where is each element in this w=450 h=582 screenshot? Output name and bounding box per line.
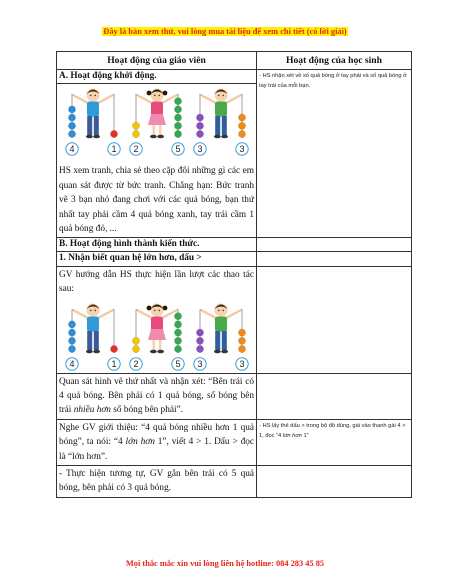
ball	[68, 131, 75, 138]
ball	[68, 106, 75, 113]
section-a-heading: A. Hoạt động khởi động.	[57, 69, 257, 84]
child-figure	[130, 303, 184, 370]
bottom-banner-text: Mọi thắc mắc xin vui lòng liên hệ hotline: 084 283 45 85	[125, 559, 325, 568]
teacher-cell-a	[57, 84, 257, 237]
ball	[174, 312, 181, 319]
ball	[196, 329, 203, 336]
ball	[238, 114, 245, 121]
number-label: 3	[197, 358, 203, 369]
ball	[196, 123, 203, 130]
bottom-banner	[0, 559, 450, 568]
children-with-balls-illustration-1	[59, 86, 254, 158]
intro-row	[57, 419, 412, 465]
ball	[132, 337, 139, 344]
observe-paragraph: Quan sát hình vẽ thứ nhất và nhận xét: “Bên trái có 4 quả bóng. Bên phải có 1 quả bóng, số bóng bên trái nhiều hơn số bóng bên phải”.	[57, 373, 257, 419]
ball	[238, 123, 245, 130]
similar-row	[57, 465, 412, 497]
ball	[174, 114, 181, 121]
ball	[68, 345, 75, 352]
child-figure	[66, 89, 120, 156]
number-label: 4	[69, 144, 75, 155]
child-figure	[194, 303, 248, 370]
ball	[174, 98, 181, 105]
ball	[174, 131, 181, 138]
ball	[196, 337, 203, 344]
number-label: 3	[239, 358, 245, 369]
lesson-table	[56, 51, 412, 498]
student-note-a: - HS nhận xét về số quả bóng ở tay phải và số quả bóng ở tay trái của mỗi bạn.	[257, 69, 412, 237]
section-b-row	[57, 237, 412, 252]
teacher-cell-b	[57, 266, 257, 373]
header-student: Hoạt động của học sinh	[257, 52, 412, 70]
header-teacher: Hoạt động của giáo viên	[57, 52, 257, 70]
table-header-row	[57, 52, 412, 70]
top-banner-text: Đây là bản xem thử, vui lòng mua tài liệu để xem chi tiết (có lời giải)	[103, 27, 347, 36]
children-with-balls-illustration-2	[59, 301, 254, 373]
child-figure	[194, 89, 248, 156]
top-banner	[0, 27, 450, 36]
ball	[174, 106, 181, 113]
ball	[174, 329, 181, 336]
ball	[68, 114, 75, 121]
ball	[174, 337, 181, 344]
ball	[110, 345, 117, 352]
ball	[68, 123, 75, 130]
section-b1-heading: 1. Nhận biết quan hệ lớn hơn, dấu >	[57, 252, 257, 267]
number-label: 2	[133, 358, 139, 369]
number-label: 1	[111, 144, 117, 155]
ball	[238, 345, 245, 352]
ball	[132, 131, 139, 138]
similar-paragraph: - Thực hiện tương tự, GV gắn bên trái có 5 quả bóng, bên phải có 3 quả bóng.	[57, 465, 257, 497]
number-label: 5	[175, 144, 181, 155]
student-note-intro: - HS lấy thẻ dấu > trong bộ đồ dùng, gài vào thanh gài 4 > 1, đọc “4 lớn hơn 1”	[257, 419, 412, 465]
ball	[238, 329, 245, 336]
ball	[68, 320, 75, 327]
number-label: 2	[133, 144, 139, 155]
section-b-heading: B. Hoạt động hình thành kiến thức.	[57, 237, 257, 252]
child-figure	[130, 89, 184, 156]
ball	[174, 123, 181, 130]
observe-row	[57, 373, 412, 419]
ball	[174, 320, 181, 327]
paragraph-a: HS xem tranh, chia sẻ theo cặp đôi những gì các em quan sát được từ bức tranh. Chẳng hạn: Bức tranh vẽ 3 bạn nhỏ đang chơi với các quả bóng, bạn thứ nhất tay phải cầm 4 quả bóng xanh, tay trái cầm 1 quả bóng đỏ, ...	[59, 166, 254, 235]
child-figure	[66, 303, 120, 370]
number-label: 1	[111, 358, 117, 369]
ball	[196, 345, 203, 352]
picture-b-row	[57, 266, 412, 373]
intro-paragraph: Nghe GV giới thiệu: “4 quả bóng nhiều hơn 1 quả bóng”, ta nói: “4 lớn hơn 1”, viết 4 > 1. Dấu > đọc là “lớn hơn”.	[57, 419, 257, 465]
ball	[110, 131, 117, 138]
ball	[174, 345, 181, 352]
ball	[196, 131, 203, 138]
number-label: 4	[69, 358, 75, 369]
ball	[132, 345, 139, 352]
section-a-row	[57, 69, 412, 84]
ball	[238, 131, 245, 138]
ball	[68, 329, 75, 336]
ball	[238, 337, 245, 344]
number-label: 3	[239, 144, 245, 155]
ball	[196, 114, 203, 121]
section-b1-row	[57, 252, 412, 267]
ball	[132, 123, 139, 130]
number-label: 5	[175, 358, 181, 369]
number-label: 3	[197, 144, 203, 155]
ball	[68, 337, 75, 344]
paragraph-b1: GV hướng dẫn HS thực hiện lần lượt các thao tác sau:	[59, 269, 254, 295]
